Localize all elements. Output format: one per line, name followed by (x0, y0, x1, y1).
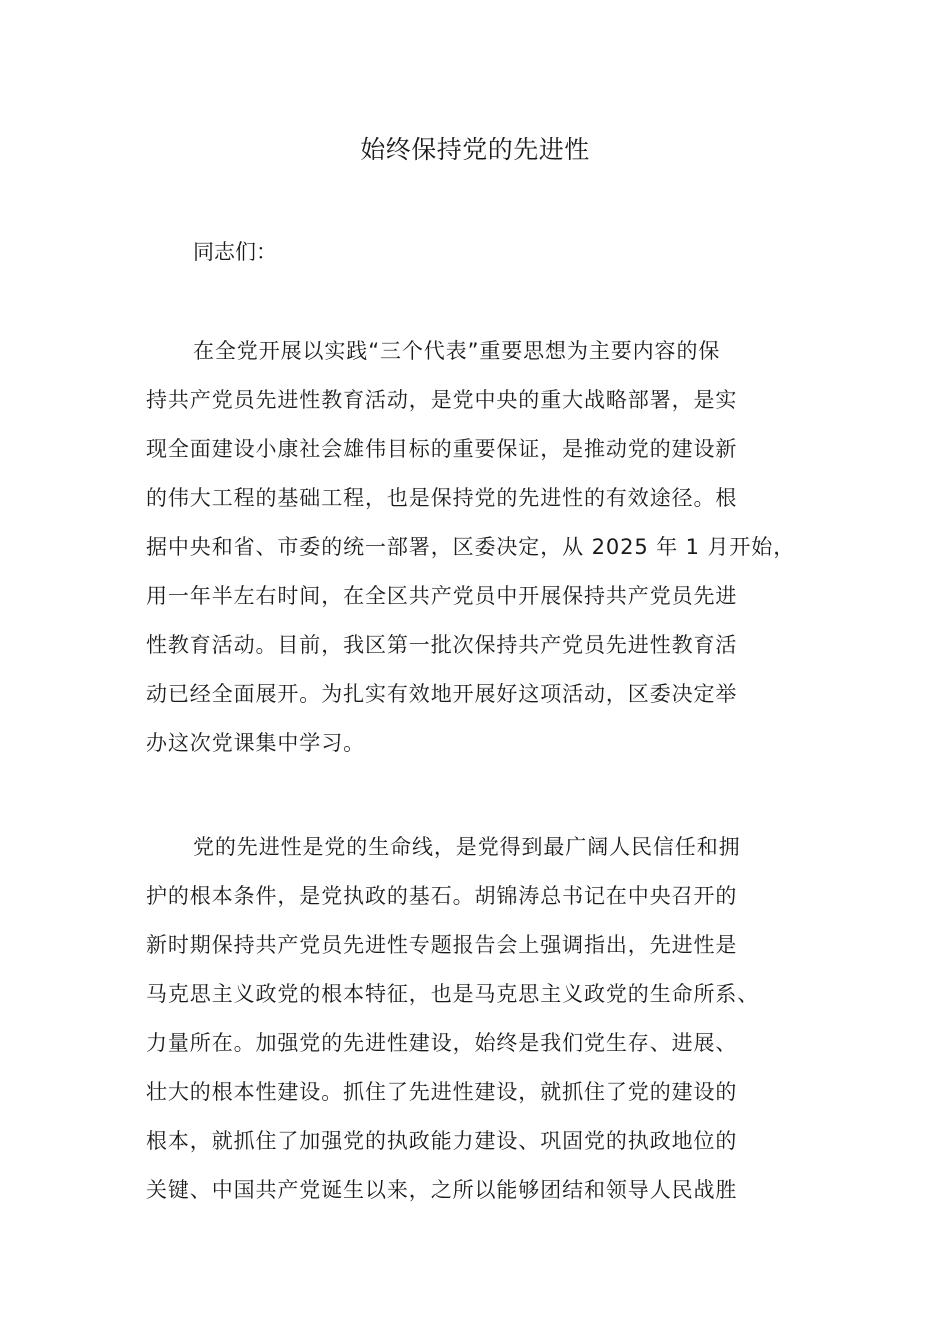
paragraph-line: 力量所在。加强党的先进性建设，始终是我们党生存、进展、 (146, 1031, 738, 1055)
paragraph-line: 据中央和省、市委的统一部署，区委决定，从 2025 年 1 月开始， (146, 535, 796, 559)
paragraph-line: 党的先进性是党的生命线，是党得到最广阔人民信任和拥 (193, 835, 741, 859)
paragraph-line: 现全面建设小康社会雄伟目标的重要保证，是推动党的建设新 (146, 437, 738, 461)
paragraph-line: 动已经全面展开。为扎实有效地开展好这项活动，区委决定举 (146, 682, 738, 706)
paragraph-line: 在全党开展以实践“三个代表”重要思想为主要内容的保 (193, 339, 721, 363)
paragraph-line: 持共产党员先进性教育活动，是党中央的重大战略部署，是实 (146, 388, 738, 412)
paragraph-line: 性教育活动。目前，我区第一批次保持共产党员先进性教育活 (146, 633, 738, 657)
paragraph-line: 壮大的根本性建设。抓住了先进性建设，就抓住了党的建设的 (146, 1080, 738, 1104)
paragraph-2 (146, 823, 816, 1215)
paragraph-line: 办这次党课集中学习。 (146, 731, 365, 755)
paragraph-line: 关键、中国共产党诞生以来，之所以能够团结和领导人民战胜 (146, 1178, 738, 1202)
paragraph-line: 的伟大工程的基础工程，也是保持党的先进性的有效途径。根 (146, 486, 738, 510)
paragraph-line: 护的根本条件，是党执政的基石。胡锦涛总书记在中央召开的 (146, 884, 738, 908)
salutation: 同志们： (193, 240, 277, 264)
paragraph-1 (146, 327, 816, 768)
paragraph-line: 新时期保持共产党员先进性专题报告会上强调指出，先进性是 (146, 933, 738, 957)
paragraph-line: 用一年半左右时间，在全区共产党员中开展保持共产党员先进 (146, 584, 738, 608)
paragraph-line: 根本，就抓住了加强党的执政能力建设、巩固党的执政地位的 (146, 1129, 738, 1153)
document-title: 始终保持党的先进性 (360, 135, 590, 164)
paragraph-line: 马克思主义政党的根本特征，也是马克思主义政党的生命所系、 (146, 982, 760, 1006)
